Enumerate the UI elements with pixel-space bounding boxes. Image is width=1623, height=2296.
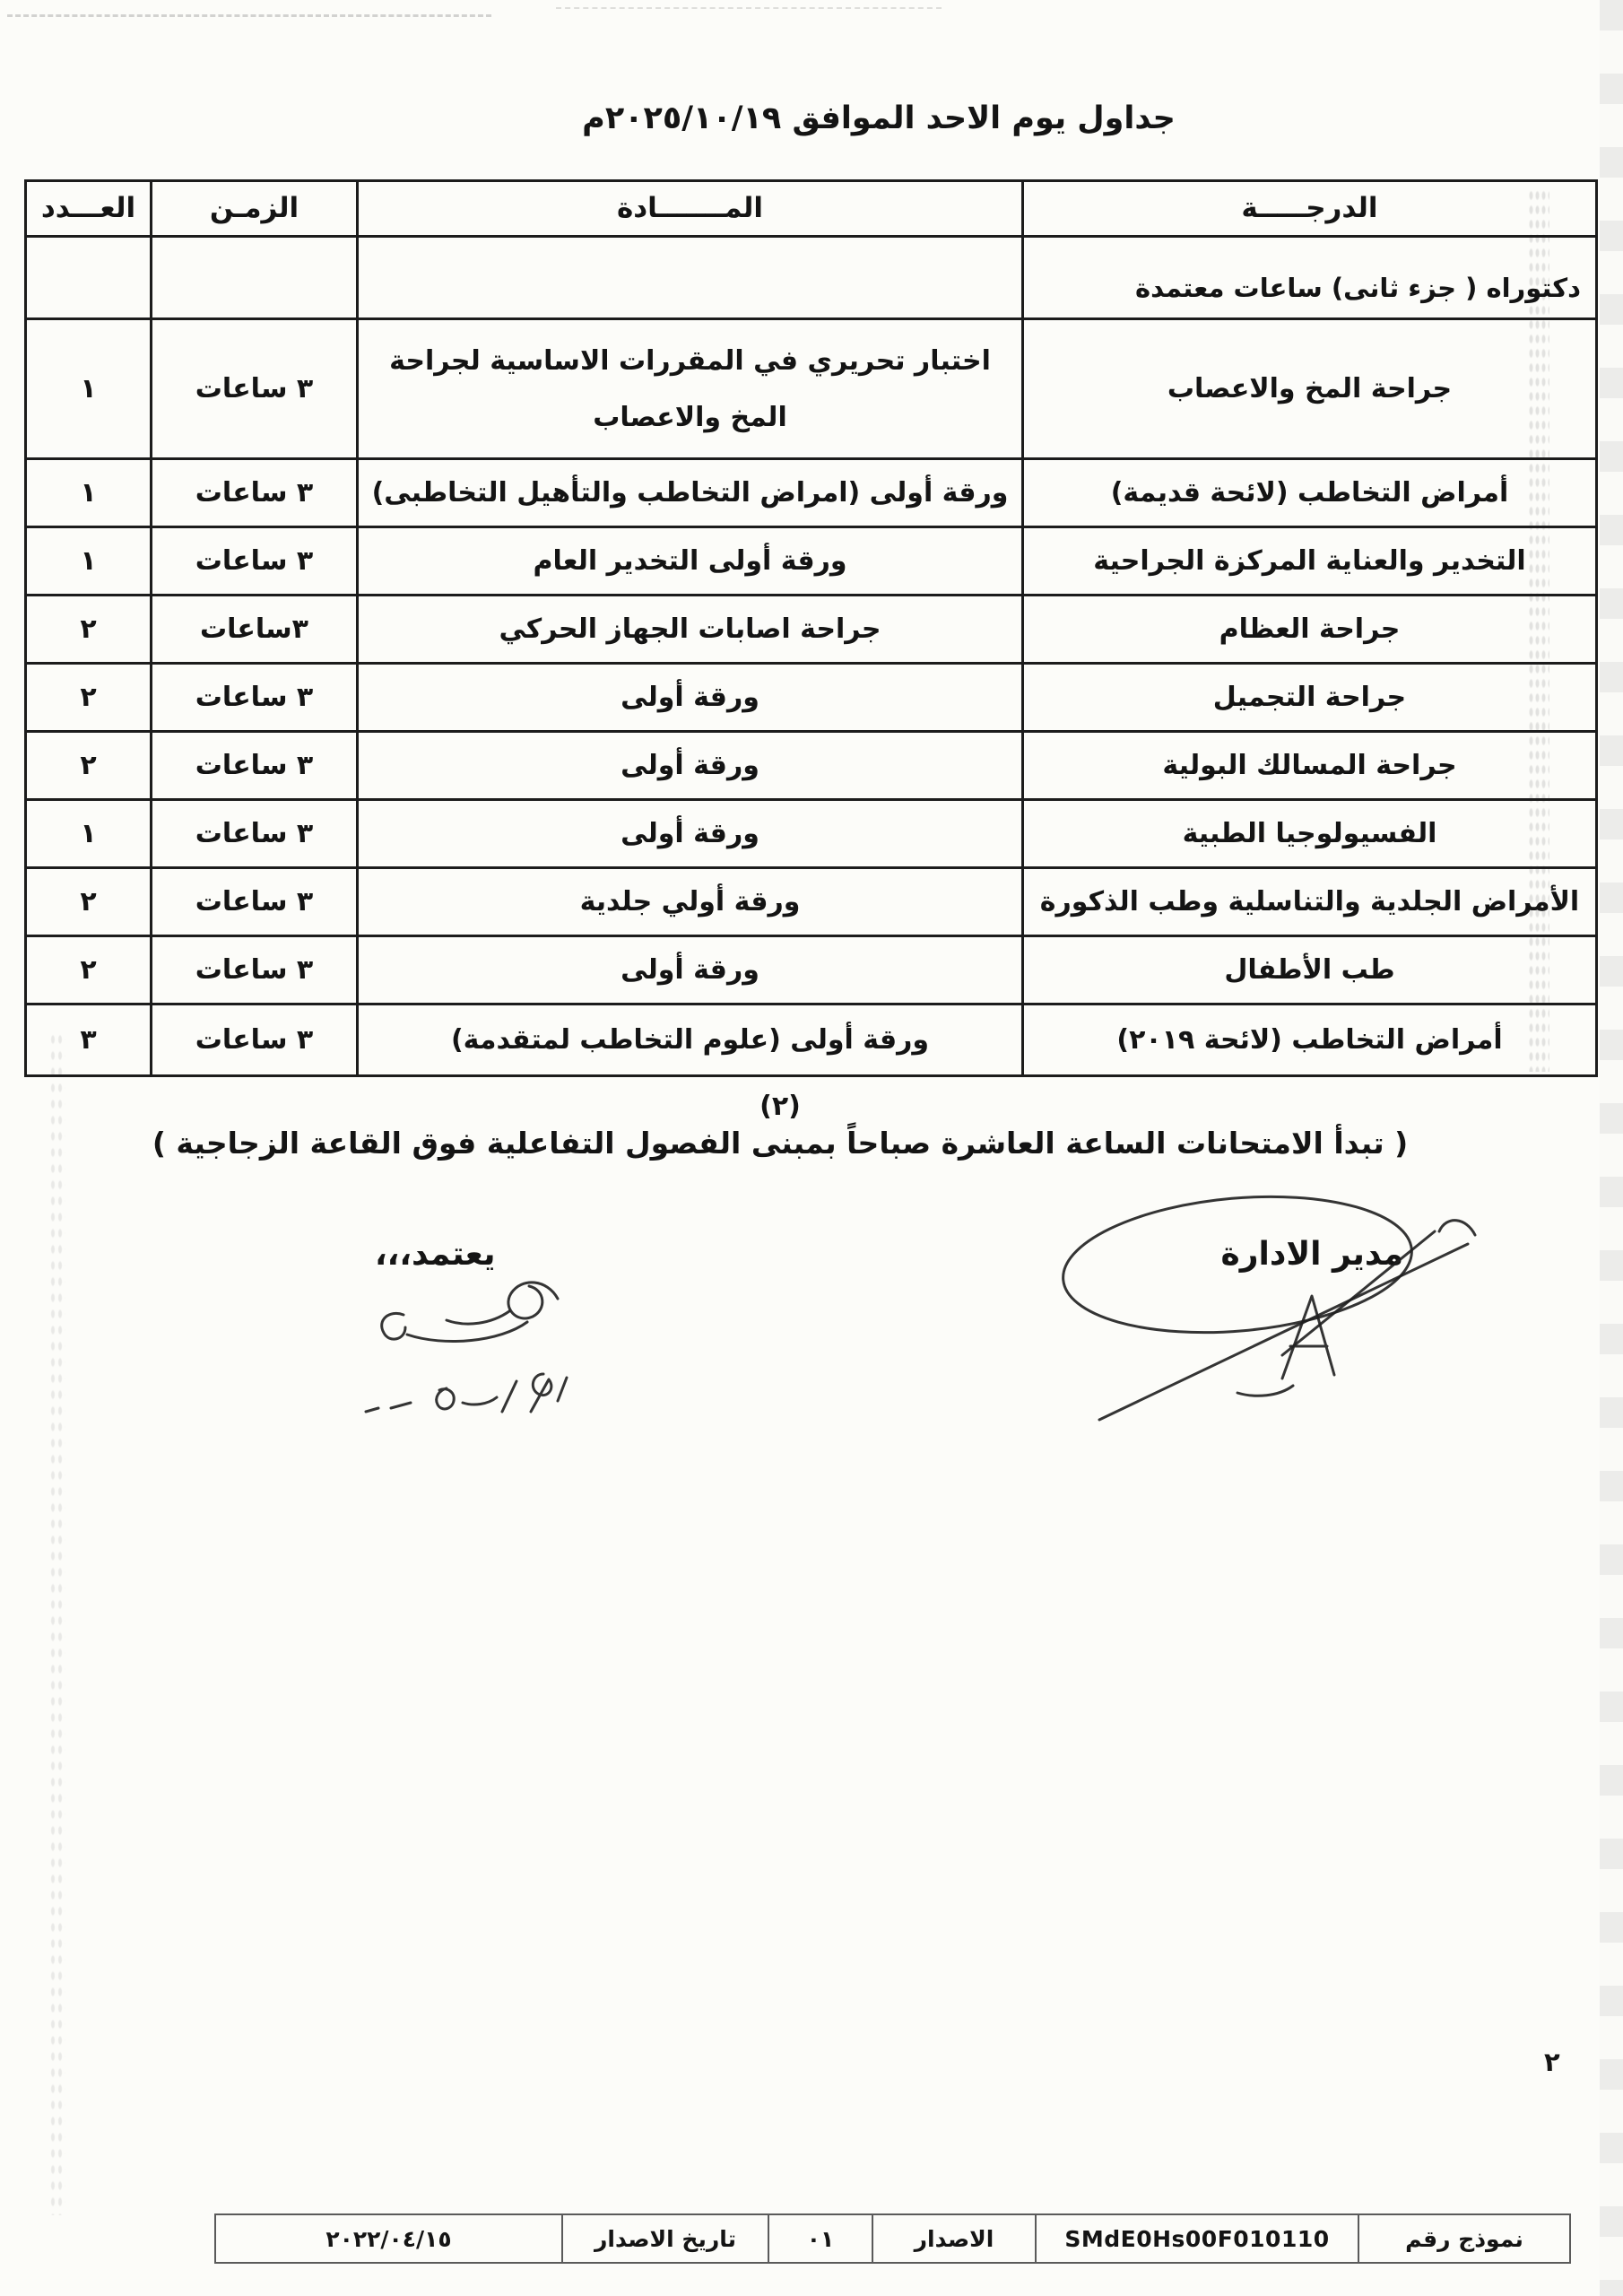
form-number-value: SMdE0Hs00F010110 [1035,2215,1358,2262]
page-title: جداول يوم الاحد الموافق ٢٠٢٥/١٠/١٩م [582,100,1176,136]
footer-form-strip [214,2213,1571,2264]
table-row [26,596,1597,664]
degree-cell: جراحة المخ والاعصاب [1023,319,1597,459]
count-cell: ١ [26,527,152,596]
scan-artifact-top-dashes [556,7,942,9]
note-block [0,1091,1560,1161]
table-row [26,1004,1597,1076]
time-cell: ٣ ساعات [152,319,358,459]
table-row [26,732,1597,800]
approval-label: يعتمد،،، [375,1236,496,1273]
subject-cell: ورقة أولى [358,732,1023,800]
subject-cell: ورقة أولي جلدية [358,868,1023,936]
degree-cell: الأمراض الجلدية والتناسلية وطب الذكورة [1023,868,1597,936]
count-cell: ١ [26,459,152,527]
count-cell: ١ [26,800,152,868]
exam-schedule-table [24,179,1598,1077]
approval-handwritten-signature [296,1263,601,1424]
subject-cell: ورقة أولى التخدير العام [358,527,1023,596]
empty-cell [26,237,152,319]
table-row [26,664,1597,732]
issue-date-value: ٢٠٢٢/٠٤/١٥ [325,2225,452,2252]
time-cell: ٣ ساعات [152,459,358,527]
director-signature-scribble [1013,1179,1551,1448]
subject-cell: ورقة أولى [358,936,1023,1004]
count-cell: ٢ [26,732,152,800]
degree-group-row [26,237,1597,319]
empty-cell [152,237,358,319]
degree-cell: جراحة العظام [1023,596,1597,664]
count-cell: ٢ [26,596,152,664]
subject-cell: ورقة أولى [358,664,1023,732]
table-row [26,459,1597,527]
page-number: ٢ [1544,2047,1560,2077]
degree-cell: الفسيولوجيا الطبية [1023,800,1597,868]
subject-cell: ورقة أولى (امراض التخاطب والتأهيل التخاطبى) [358,459,1023,527]
issue-value: ٠١ [768,2215,872,2262]
issue-date-label: تاريخ الاصدار [561,2215,768,2262]
subject-cell: اختبار تحريري في المقررات الاساسية لجراحة المخ والاعصاب [358,319,1023,459]
time-cell: ٣ ساعات [152,527,358,596]
count-cell: ١ [26,319,152,459]
scan-artifact-right-edge [1600,0,1623,2296]
table-row [26,868,1597,936]
director-title: مدير الادارة [1220,1236,1403,1273]
empty-cell [358,237,1023,319]
form-number-label: نموذج رقم [1358,2215,1569,2262]
header-count: العـــدد [26,181,152,237]
scan-artifact-top-dashes [7,14,491,17]
degree-cell: أمراض التخاطب (لائحة قديمة) [1023,459,1597,527]
note-number: (٢) [759,1091,801,1122]
time-cell: ٣ ساعات [152,1004,358,1076]
time-cell: ٣ ساعات [152,936,358,1004]
degree-cell: التخدير والعناية المركزة الجراحية [1023,527,1597,596]
count-cell: ٣ [26,1004,152,1076]
exam-start-note: ( تبدأ الامتحانات الساعة العاشرة صباحاً بمبنى الفصول التفاعلية فوق القاعة الزجاجية ) [152,1126,1409,1161]
subject-cell: جراحة اصابات الجهاز الحركي [358,596,1023,664]
degree-group-label: دكتوراه ( جزء ثانى) ساعات معتمدة [1023,237,1597,319]
degree-cell: جراحة التجميل [1023,664,1597,732]
subject-cell: ورقة أولى (علوم التخاطب لمتقدمة) [358,1004,1023,1076]
issue-label: الاصدار [872,2215,1035,2262]
count-cell: ٢ [26,868,152,936]
degree-cell: جراحة المسالك البولية [1023,732,1597,800]
time-cell: ٣ ساعات [152,868,358,936]
table-row [26,936,1597,1004]
subject-cell: ورقة أولى [358,800,1023,868]
header-time: الزمـن [152,181,358,237]
time-cell: ٣ ساعات [152,800,358,868]
count-cell: ٢ [26,936,152,1004]
time-cell: ٣ ساعات [152,664,358,732]
header-degree: الدرجـــــة [1023,181,1597,237]
degree-cell: طب الأطفال [1023,936,1597,1004]
table-header-row [26,181,1597,237]
table-row [26,800,1597,868]
count-cell: ٢ [26,664,152,732]
time-cell: ٣ساعات [152,596,358,664]
header-subject: المـــــــادة [358,181,1023,237]
degree-cell: أمراض التخاطب (لائحة ٢٠١٩) [1023,1004,1597,1076]
time-cell: ٣ ساعات [152,732,358,800]
table-row [26,527,1597,596]
table-row [26,319,1597,459]
scan-artifact-speckles [49,1031,65,2215]
